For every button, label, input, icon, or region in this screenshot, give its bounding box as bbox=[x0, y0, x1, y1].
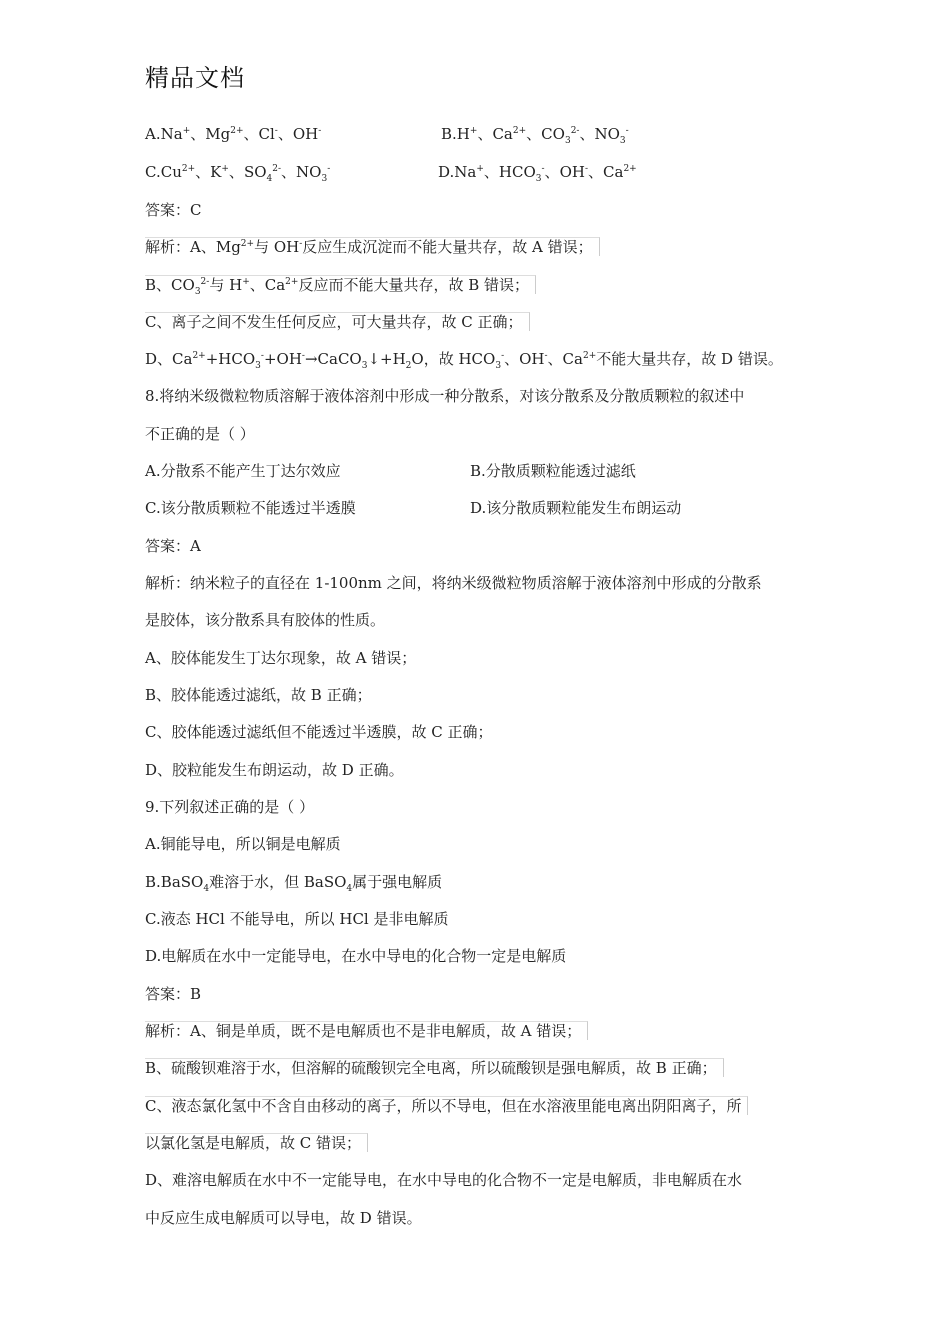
q8-explanation-c: C、胶体能透过滤纸但不能透过半透膜，故 C 正确； bbox=[145, 723, 493, 741]
q9-explanation-d-line-1: D、难溶电解质在水中不一定能导电，在水中导电的化合物不一定是电解质，非电解质在水 bbox=[145, 1171, 743, 1189]
q8-option-b: B.分散质颗粒能透过滤纸 bbox=[470, 462, 636, 480]
q7-option-d: D.Na+、$HCO_3^-$、OH-、$Ca^{2+}$ bbox=[438, 163, 637, 184]
q9-option-c: C.液态 HCl 不能导电，所以 HCl 是非电解质 bbox=[145, 910, 449, 928]
q7-answer: 答案：C bbox=[145, 201, 202, 219]
page-header: 精品文档 bbox=[145, 64, 245, 92]
q8-option-row-1 bbox=[145, 461, 636, 481]
q7-option-row-2 bbox=[145, 162, 637, 184]
q8-explanation-d: D、胶粒能发生布朗运动，故 D 正确。 bbox=[145, 761, 404, 779]
q9-explanation-b: B、硫酸钡难溶于水，但溶解的硫酸钡完全电离，所以硫酸钡是强电解质，故 B 正确； bbox=[145, 1058, 724, 1078]
q8-explanation-b: B、胶体能透过滤纸，故 B 正确； bbox=[145, 686, 372, 704]
q7-option-b: B.H+、$Ca^{2+}$、$CO_3^{2-}$、$NO_3^-$ bbox=[441, 125, 629, 146]
q7-explanation-a: 解析：A、$Mg^{2+}$与 OH-反应生成沉淀而不能大量共存，故 A 错误； bbox=[145, 237, 600, 257]
q8-option-a: A.分散系不能产生丁达尔效应 bbox=[145, 462, 341, 480]
q7-explanation-c: C、离子之间不发生任何反应，可大量共存，故 C 正确； bbox=[145, 312, 530, 332]
q9-explanation-d-line-2: 中反应生成电解质可以导电，故 D 错误。 bbox=[145, 1209, 422, 1227]
q9-explanation-c-line-2: 以氯化氢是电解质，故 C 错误； bbox=[145, 1133, 368, 1153]
q8-explanation-line-2: 是胶体，该分散系具有胶体的性质。 bbox=[145, 611, 386, 629]
q9-stem: 9.下列叙述正确的是（ ） bbox=[145, 798, 315, 816]
q9-answer: 答案：B bbox=[145, 985, 202, 1003]
q7-option-c: $C.Cu^{2+}$、K+、$SO_4^{2-}$、$NO_3^-$ bbox=[145, 163, 331, 184]
q8-stem-line-2: 不正确的是（ ） bbox=[145, 425, 255, 443]
q8-stem-line-1: 8.将纳米级微粒物质溶解于液体溶剂中形成一种分散系，对该分散系及分散质颗粒的叙述中 bbox=[145, 387, 745, 405]
q9-option-d: D.电解质在水中一定能导电，在水中导电的化合物一定是电解质 bbox=[145, 947, 567, 965]
q9-option-b: B.BaSO$_4$难溶于水，但 BaSO$_4$属于强电解质 bbox=[145, 873, 443, 894]
q9-explanation-c-line-1: C、液态氯化氢中不含自由移动的离子，所以不导电，但在水溶液里能电离出阴阳离子，所 bbox=[145, 1096, 748, 1116]
q7-explanation-b: B、$CO_3^{2-}$与 H+、$Ca^{2+}$反应而不能大量共存，故 B 错误； bbox=[145, 275, 536, 295]
q8-option-c: C.该分散质颗粒不能透过半透膜 bbox=[145, 499, 356, 517]
q8-explanation-a: A、胶体能发生丁达尔现象，故 A 错误； bbox=[145, 649, 417, 667]
q8-option-row-2 bbox=[145, 498, 682, 518]
q8-option-d: D.该分散质颗粒能发生布朗运动 bbox=[470, 499, 682, 517]
q9-option-a: A.铜能导电，所以铜是电解质 bbox=[145, 835, 341, 853]
q7-explanation-d: D、$Ca^{2+}+HCO_3^-+OH^-\to CaCO_3↓+H_2O$，故 $HCO_3^-$、OH-、$Ca^{2+}$不能大量共存，故 D 错误。 bbox=[145, 350, 783, 371]
q8-answer: 答案：A bbox=[145, 537, 201, 555]
q8-explanation-line-1: 解析：纳米粒子的直径在 1-100nm 之间，将纳米级微粒物质溶解于液体溶剂中形成的分散系 bbox=[145, 574, 762, 592]
q7-option-a: A.Na+、$Mg^{2+}$、Cl-、OH- bbox=[145, 125, 322, 143]
q9-explanation-a: 解析：A、铜是单质，既不是电解质也不是非电解质，故 A 错误； bbox=[145, 1021, 588, 1041]
q7-option-row-1 bbox=[145, 124, 629, 146]
